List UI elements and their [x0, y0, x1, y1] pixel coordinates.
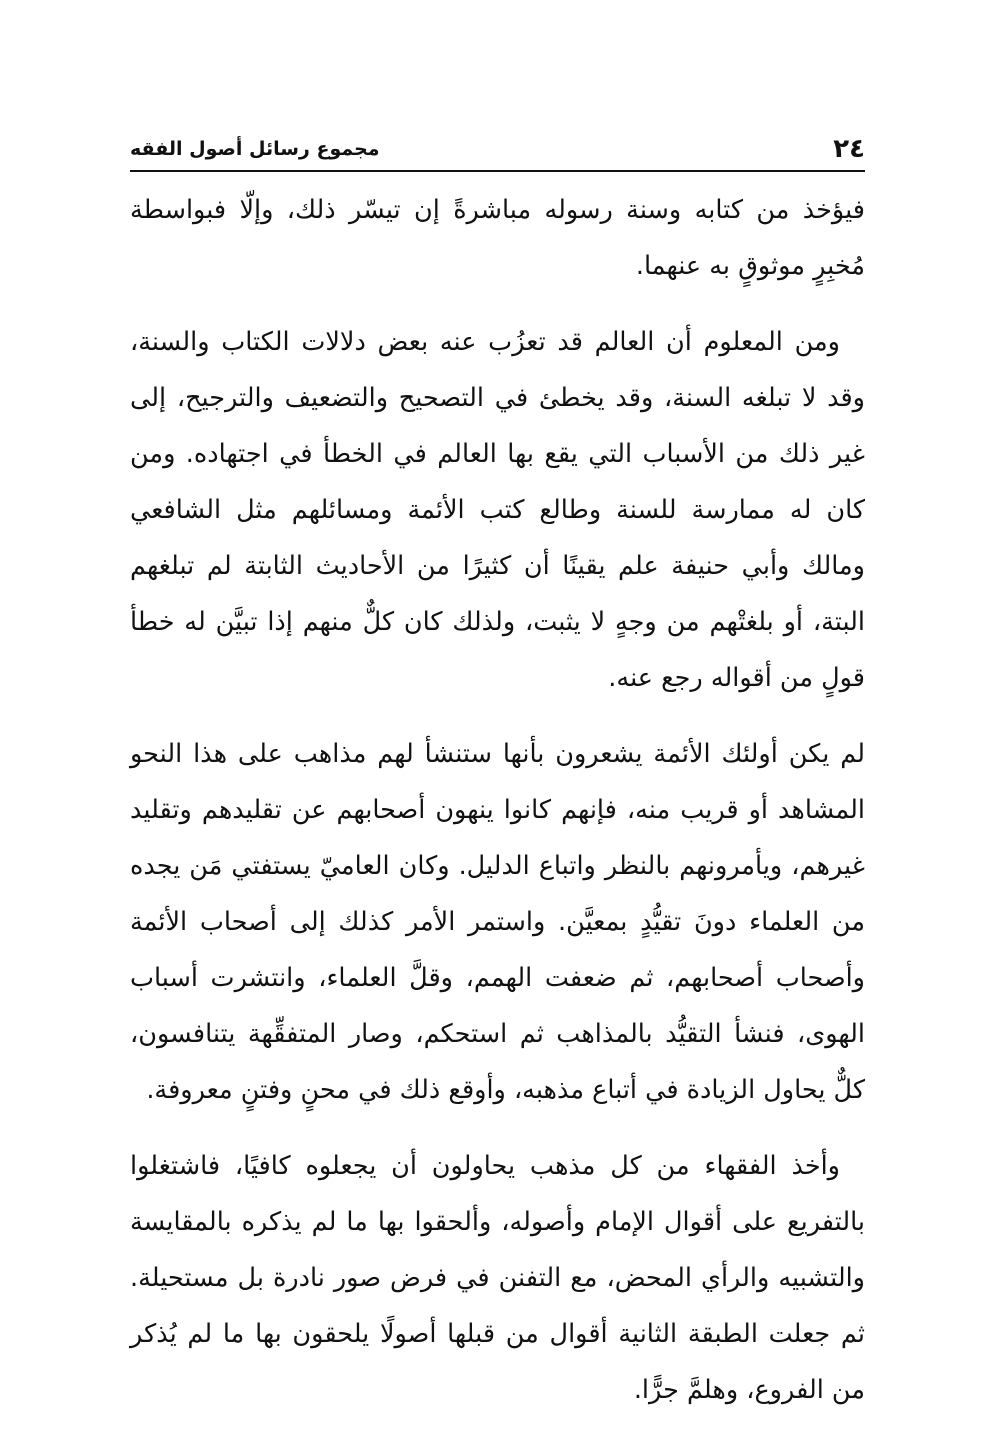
book-title: مجموع رسائل أصول الفقه: [130, 138, 380, 160]
paragraph: ومن المعلوم أن العالم قد تعزُب عنه بعض دلالات الكتاب والسنة، وقد لا تبلغه السنة، وقد يخطئ في التصحيح والتضعيف والترجيح، إلى غير ذلك من الأسباب التي يقع بها العالم في الخطأ في اجتهاده. ومن كان له ممارسة للسنة وطالع كتب الأئمة ومسائلهم مثل الشافعي ومالك وأبي حنيفة علم يقينًا أن كثيرًا من الأحاديث الثابتة لم تبلغهم البتة، أو بلغتْهم من وجهٍ لا يثبت، ولذلك كان كلٌّ منهم إذا تبيَّن له خطأ قولٍ من أقواله رجع عنه.: [130, 327, 865, 693]
running-header: [130, 130, 865, 172]
paragraph-continuation: فيؤخذ من كتابه وسنة رسوله مباشرةً إن تيسّر ذلك، وإلّا فبواسطة مُخبِرٍ موثوقٍ به عنهما.: [130, 195, 865, 281]
page-number: ٢٤: [833, 134, 865, 164]
book-page: [130, 130, 865, 1405]
body-text: [130, 182, 865, 1418]
paragraph: وأخذ الفقهاء من كل مذهب يحاولون أن يجعلوه كافيًا، فاشتغلوا بالتفريع على أقوال الإمام وأصوله، وألحقوا بها ما لم يذكره بالمقايسة والتشبيه والرأي المحض، مع التفنن في فرض صور نادرة بل مستحيلة. ثم جعلت الطبقة الثانية أقوال من قبلها أصولًا يلحقون بها ما لم يُذكر من الفروع، وهلمَّ جرًّا.: [130, 1151, 865, 1405]
paragraph: لم يكن أولئك الأئمة يشعرون بأنها ستنشأ لهم مذاهب على هذا النحو المشاهد أو قريب منه، فإنهم كانوا ينهون أصحابهم عن تقليدهم وتقليد غيرهم، ويأمرونهم بالنظر واتباع الدليل. وكان العاميّ يستفتي مَن يجده من العلماء دونَ تقيُّدٍ بمعيَّن. واستمر الأمر كذلك إلى أصحاب الأئمة وأصحاب أصحابهم، ثم ضعفت الهمم، وقلَّ العلماء، وانتشرت أسباب الهوى، فنشأ التقيُّد بالمذاهب ثم استحكم، وصار المتفقِّهة يتنافسون، كلٌّ يحاول الزيادة في أتباع مذهبه، وأوقع ذلك في محنٍ وفتنٍ معروفة.: [130, 739, 865, 1105]
